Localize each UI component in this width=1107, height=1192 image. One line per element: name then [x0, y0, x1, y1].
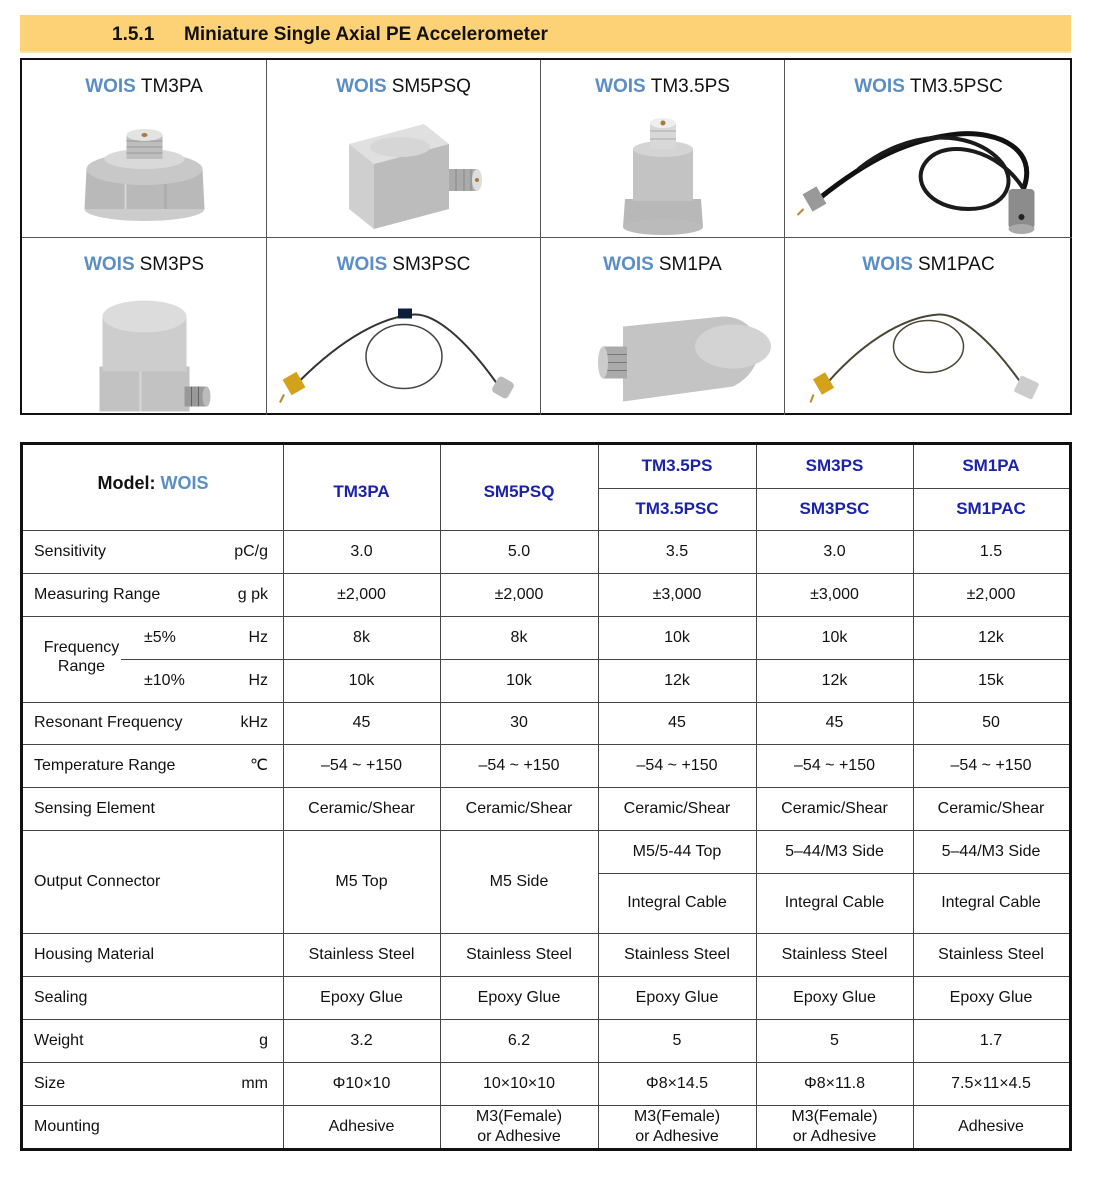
spec-value: 12k [978, 628, 1004, 646]
mounting-line: Adhesive [328, 1117, 395, 1135]
model-column-header: SM1PA [962, 456, 1020, 476]
spec-value: 5 [830, 1031, 839, 1049]
spec-value: Epoxy Glue [477, 988, 561, 1006]
product-photo [785, 278, 1072, 415]
brand-name: WOIS [83, 254, 135, 275]
model-column-header: TM3.5PSC [635, 498, 719, 518]
spec-value: M5/5-44 Top [632, 842, 722, 860]
teardrop-side-thread-sensor [598, 317, 771, 402]
row-divider [121, 659, 1069, 660]
spec-value: Ceramic/Shear [781, 799, 888, 817]
tolerance-label: ±5% [144, 628, 176, 646]
gallery-caption [267, 254, 540, 276]
row-label: Output Connector [34, 872, 161, 890]
gallery-item [785, 238, 1072, 415]
spec-value: ±2,000 [966, 585, 1016, 603]
spec-value: 5 [672, 1031, 682, 1049]
gallery-item [541, 60, 785, 238]
integral-black-cable-sensor [798, 134, 1035, 234]
spec-value: 5–44/M3 Side [941, 842, 1041, 860]
model-column-header: TM3PA [333, 482, 390, 502]
product-gallery [20, 58, 1072, 415]
spec-value: 6.2 [507, 1031, 531, 1049]
spec-value: Stainless Steel [624, 945, 730, 963]
spec-value: 8k [353, 628, 370, 646]
mounting-line: or Adhesive [635, 1127, 719, 1145]
row-unit: g pk [237, 585, 268, 603]
mounting-line: M3(Female) [633, 1108, 721, 1126]
brand-name: WOIS [854, 76, 905, 97]
model-name: TM3.5PSC [909, 76, 1003, 97]
spec-value: ±2,000 [494, 585, 544, 603]
spec-table [20, 442, 1072, 1151]
spec-value: 1.7 [979, 1031, 1003, 1049]
spec-value: Ceramic/Shear [937, 799, 1045, 817]
spec-value: 45 [825, 714, 844, 732]
brand-name: WOIS [85, 76, 136, 97]
row-label: Measuring Range [34, 585, 161, 603]
spec-value: 7.5×11×4.5 [951, 1074, 1031, 1092]
row-unit: ℃ [250, 756, 268, 774]
row-unit: Hz [248, 628, 268, 646]
row-divider [756, 488, 913, 489]
mounting-line: M3(Female) [475, 1108, 563, 1126]
spec-value: 15k [978, 671, 1004, 689]
row-label: Mounting [34, 1117, 100, 1135]
column-divider [598, 445, 599, 1148]
spec-value: Epoxy Glue [320, 988, 403, 1006]
row-unit: kHz [240, 714, 268, 732]
brand-name: WOIS [336, 76, 387, 97]
row-unit: g [259, 1031, 268, 1049]
spec-value: 3.2 [350, 1031, 373, 1049]
spec-value: 10×10×10 [482, 1074, 556, 1092]
spec-value: ±3,000 [810, 585, 859, 603]
spec-value: 10k [664, 628, 690, 646]
spec-value: 8k [510, 628, 528, 646]
column-divider [913, 445, 914, 1148]
spec-value: ±2,000 [337, 585, 386, 603]
spec-value [598, 1105, 756, 1148]
column-divider [283, 445, 284, 1148]
cube-side-thread-sensor [349, 124, 482, 229]
thin-cable-square-sensor [811, 314, 1040, 402]
spec-value: –54 ~ +150 [794, 756, 875, 774]
gallery-caption [541, 254, 784, 276]
spec-value: Stainless Steel [466, 945, 572, 963]
row-unit: Hz [248, 671, 268, 689]
spec-value: M5 Top [335, 872, 388, 890]
gallery-item [22, 238, 267, 415]
spec-value: –54 ~ +150 [321, 756, 402, 774]
model-label: Model: [97, 472, 156, 493]
row-unit: mm [241, 1074, 268, 1092]
spec-value: Epoxy Glue [949, 988, 1033, 1006]
spec-value: Integral Cable [784, 894, 885, 912]
spec-value: 3.0 [350, 542, 373, 560]
gallery-caption [785, 76, 1072, 98]
mounting-line: Adhesive [958, 1117, 1024, 1135]
model-name: TM3PA [140, 76, 203, 97]
product-photo [22, 278, 267, 415]
spec-value: 45 [668, 714, 686, 732]
column-divider [756, 445, 757, 1148]
product-photo [785, 100, 1072, 238]
spec-value: 1.5 [979, 542, 1003, 560]
spec-value: –54 ~ +150 [478, 756, 560, 774]
spec-value: 5–44/M3 Side [785, 842, 884, 860]
section-title: Miniature Single Axial PE Accelerometer [184, 24, 548, 45]
spec-value: Ceramic/Shear [623, 799, 731, 817]
brand-name: WOIS [160, 472, 209, 493]
row-label: Sensitivity [34, 542, 107, 560]
cylinder-top-thread-sensor [623, 118, 703, 235]
spec-value: Integral Cable [627, 894, 727, 912]
model-column-header: SM5PSQ [483, 482, 555, 502]
spec-value: 10k [821, 628, 848, 646]
gallery-item [22, 60, 267, 238]
gallery-item [267, 238, 541, 415]
spec-value: –54 ~ +150 [636, 756, 718, 774]
model-column-header: SM3PSC [799, 498, 870, 518]
mounting-line: M3(Female) [791, 1108, 878, 1126]
product-photo [267, 100, 541, 238]
brand-name: WOIS [595, 76, 646, 97]
gallery-caption [22, 254, 266, 276]
model-header [23, 445, 283, 530]
gallery-caption [267, 76, 540, 98]
spec-value: 3.0 [823, 542, 846, 560]
row-label: Resonant Frequency [34, 714, 183, 732]
row-label: Frequency Range [43, 638, 120, 675]
gallery-item [541, 238, 785, 415]
gallery-item [785, 60, 1072, 238]
model-column-header: TM3.5PS [641, 456, 713, 476]
spec-value: 45 [352, 714, 371, 732]
row-label: Temperature Range [34, 756, 176, 774]
spec-value: Ceramic/Shear [465, 799, 573, 817]
gallery-item [267, 60, 541, 238]
section-number: 1.5.1 [112, 24, 155, 45]
spec-value: Stainless Steel [781, 945, 888, 963]
brand-name: WOIS [603, 254, 654, 275]
hex-base-top-thread-sensor [85, 129, 205, 221]
spec-value: –54 ~ +150 [950, 756, 1032, 774]
model-name: SM3PSC [392, 254, 471, 275]
mounting-line: or Adhesive [477, 1127, 561, 1145]
spec-value: Ceramic/Shear [308, 799, 415, 817]
row-label: Sensing Element [34, 799, 155, 817]
spec-value: Φ8×11.8 [804, 1074, 865, 1092]
spec-value: 12k [664, 671, 690, 689]
mounting-line: or Adhesive [792, 1127, 877, 1145]
row-label: Sealing [34, 988, 88, 1006]
thin-cable-side-sensor [280, 309, 515, 403]
spec-value: Epoxy Glue [635, 988, 719, 1006]
column-divider [440, 445, 441, 1148]
spec-value: 30 [510, 714, 528, 732]
brand-name: WOIS [862, 254, 913, 275]
gallery-caption [541, 76, 784, 98]
spec-value: Stainless Steel [938, 945, 1044, 963]
row-label: Size [34, 1074, 66, 1092]
spec-value [913, 1105, 1069, 1148]
model-name: SM1PA [658, 254, 722, 275]
spec-value: 50 [982, 714, 1000, 732]
row-divider [598, 873, 1069, 874]
spec-value: 5.0 [507, 542, 531, 560]
spec-value [440, 1105, 598, 1148]
product-photo [22, 100, 267, 238]
spec-value: Φ10×10 [332, 1074, 391, 1092]
spec-value: Φ8×14.5 [645, 1074, 709, 1092]
product-photo [541, 278, 785, 415]
spec-value: Epoxy Glue [793, 988, 876, 1006]
spec-value: 12k [821, 671, 848, 689]
spec-value: 10k [348, 671, 375, 689]
section-banner [20, 15, 1071, 53]
spec-value: 10k [506, 671, 532, 689]
row-divider [913, 488, 1069, 489]
brand-name: WOIS [336, 254, 388, 275]
tolerance-label: ±10% [144, 671, 185, 689]
spec-value: ±3,000 [652, 585, 702, 603]
spec-value: M5 Side [489, 872, 549, 890]
model-name: SM5PSQ [391, 76, 471, 97]
product-photo [267, 278, 541, 415]
spec-value: Stainless Steel [308, 945, 415, 963]
row-label: Weight [34, 1031, 84, 1049]
model-name: TM3.5PS [650, 76, 730, 97]
model-column-header: SM1PAC [956, 498, 1026, 518]
cylinder-side-thread-sensor [100, 301, 211, 412]
row-unit: pC/g [234, 542, 268, 560]
product-photo [541, 100, 785, 238]
spec-value: Integral Cable [941, 894, 1041, 912]
spec-value: 3.5 [665, 542, 689, 560]
model-name: SM3PS [139, 254, 205, 275]
model-column-header: SM3PS [805, 456, 864, 476]
spec-value [756, 1105, 913, 1148]
model-name: SM1PAC [917, 254, 995, 275]
spec-value [283, 1105, 440, 1148]
gallery-caption [22, 76, 266, 98]
gallery-caption [785, 254, 1072, 276]
row-label: Housing Material [34, 945, 155, 963]
row-divider [598, 488, 756, 489]
